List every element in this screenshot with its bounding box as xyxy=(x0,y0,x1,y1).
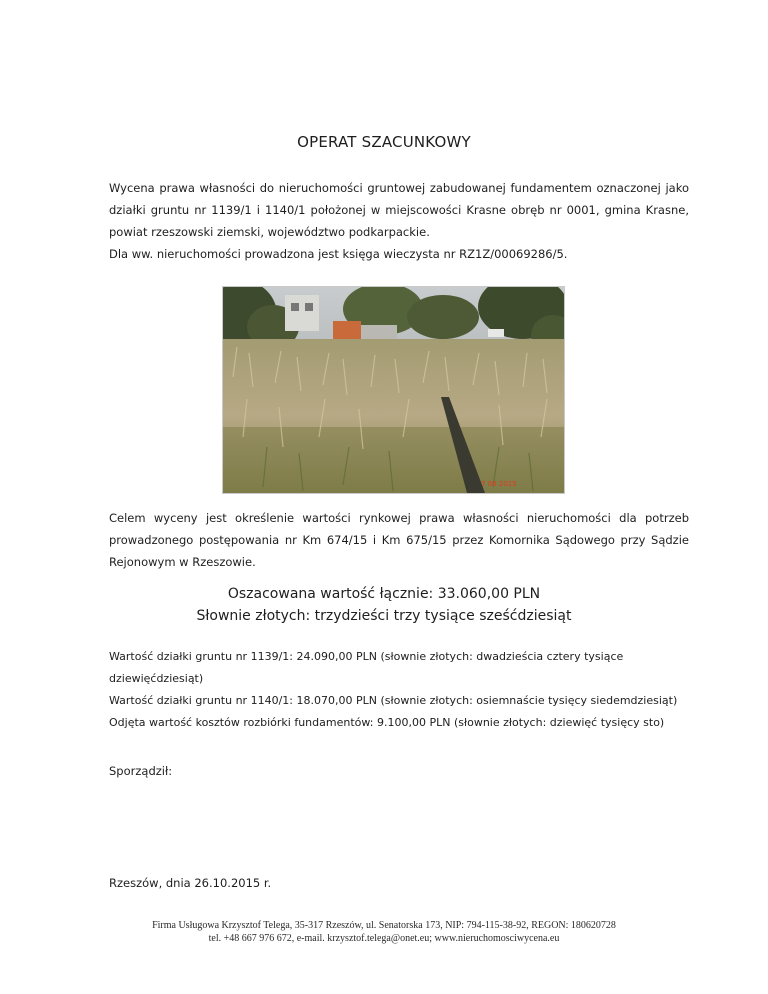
page-footer xyxy=(0,919,768,945)
footer-contact-line: tel. +48 667 976 672, e-mail. krzysztof.telega@onet.eu; www.nieruchomosciwycena.eu xyxy=(208,933,560,944)
place-and-date: Rzeszów, dnia 26.10.2015 r. xyxy=(109,876,272,890)
valuation-in-words: Słownie złotych: trzydzieści trzy tysiące sześćdziesiąt xyxy=(196,608,572,624)
detail-plot-1140-1: Wartość działki gruntu nr 1140/1: 18.070,00 PLN (słownie złotych: osiemnaście tysięcy siedemdziesiąt) xyxy=(109,694,678,707)
detail-plot-1139-1: Wartość działki gruntu nr 1139/1: 24.090,00 PLN (słownie złotych: dwadzieścia cztery tysiące dziewięćdziesiąt) xyxy=(109,650,624,685)
purpose-paragraph: Celem wyceny jest określenie wartości rynkowej prawa własności nieruchomości dla potrzeb prowadzonego postępowania nr Km 674/15 i Km 675/15 przez Komornika Sądowego przy Sądzie Rejonowym w Rzeszowie. xyxy=(109,511,689,569)
valuation-total: Oszacowana wartość łącznie: 33.060,00 PLN xyxy=(227,586,541,602)
property-photo-image xyxy=(223,287,564,493)
intro-line-property: Wycena prawa własności do nieruchomości gruntowej zabudowanej fundamentem oznaczonej jako działki gruntu nr 1139/1 i 1140/1 położonej w miejscowości Krasne obręb nr 0001, gmina Krasne, powiat rzeszowski ziemski, województwo podkarpackie. xyxy=(109,181,689,239)
photo-timestamp: 7 08 2015 xyxy=(481,480,517,488)
valuation-details xyxy=(109,646,689,734)
intro-paragraph xyxy=(109,177,689,265)
footer-company-line: Firma Usługowa Krzysztof Telega, 35-317 Rzeszów, ul. Senatorska 173, NIP: 794-115-38-92, REGON: 180620728 xyxy=(152,920,616,931)
signed-by-label: Sporządził: xyxy=(109,764,173,778)
property-photo xyxy=(222,286,565,494)
valuation-summary xyxy=(0,583,768,627)
intro-line-land-register: Dla ww. nieruchomości prowadzona jest księga wieczysta nr RZ1Z/00069286/5. xyxy=(109,247,568,261)
detail-demolition-cost: Odjęta wartość kosztów rozbiórki fundamentów: 9.100,00 PLN (słownie złotych: dziewięć tysięcy sto) xyxy=(109,716,665,729)
document-title: OPERAT SZACUNKOWY xyxy=(297,133,471,151)
